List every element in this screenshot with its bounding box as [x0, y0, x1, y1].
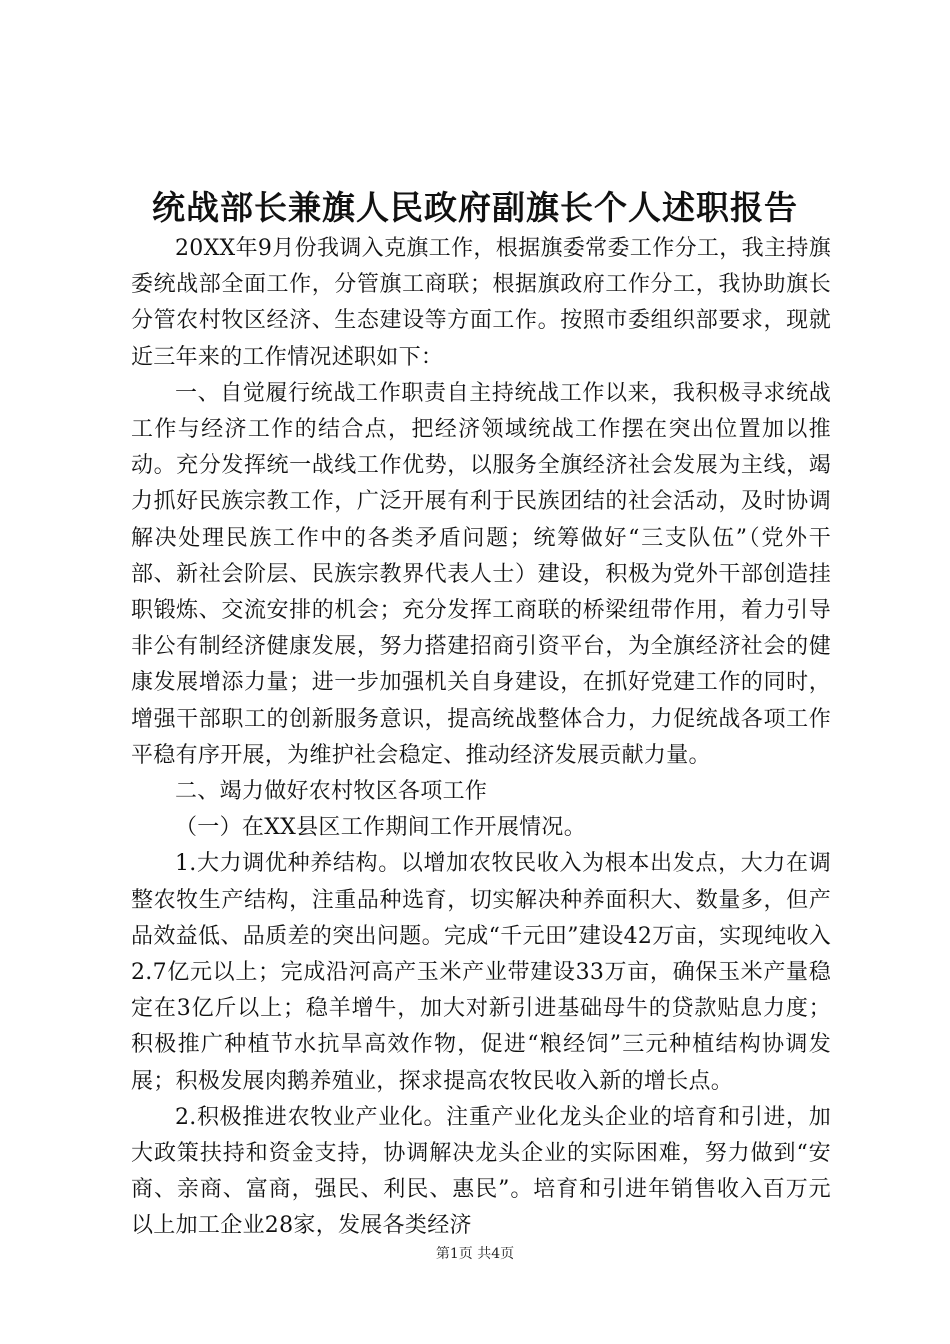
page-footer: 第1页 共4页 [435, 1246, 515, 1262]
paragraph-united-front: 一、自觉履行统战工作职责自主持统战工作以来，我积极寻求统战工作与经济工作的结合点，把经济领域统战工作摆在突出位置加以推动。充分发挥统一战线工作优势，以服务全旗经济社会发展为主线，竭力抓好民族宗教工作，广泛开展有利于民族团结的社会活动，及时协调解决处理民族工作中的各类矛盾问题；统筹做好“三支队伍”（党外干部、新社会阶层、民族宗教界代表人士）建设，积极为党外干部创造挂职锻炼、交流安排的机会；充分发挥工商联的桥梁纽带作用，着力引导非公有制经济健康发展，努力搭建招商引资平台，为全旗经济社会的健康发展增添力量；进一步加强机关自身建设，在抓好党建工作的同时，增强干部职工的创新服务意识，提高统战整体合力，力促统战各项工作平稳有序开展，为维护社会稳定、推动经济发展贡献力量。 [131, 380, 831, 768]
paragraph-intro: 20XX年9月份我调入克旗工作，根据旗委常委工作分工，我主持旗委统战部全面工作，分管旗工商联；根据旗政府工作分工，我协助旗长分管农村牧区经济、生态建设等方面工作。按照市委组织部要求，现就近三年来的工作情况述职如下： [131, 236, 831, 370]
paragraph-structure-adjustment: 1.大力调优种养结构。以增加农牧民收入为根本出发点，大力在调整农牧生产结构，注重品种选育，切实解决种养面积大、数量多，但产品效益低、品质差的突出问题。完成“千元田”建设42万亩，实现纯收入2.7亿元以上；完成沿河高产玉米产业带建设33万亩，确保玉米产量稳定在3亿斤以上；稳羊增牛，加大对新引进基础母牛的贷款贴息力度；积极推广种植节水抗旱高效作物，促进“粮经饲”三元种植结构协调发展；积极发展肉鹅养殖业，探求提高农牧民收入新的增长点。 [131, 851, 831, 1094]
document-body [131, 231, 831, 1245]
subsection-heading: （一）在XX县区工作期间工作开展情况。 [175, 815, 587, 841]
paragraph-industrialization: 2.积极推进农牧业产业化。注重产业化龙头企业的培育和引进，加大政策扶持和资金支持，协调解决龙头企业的实际困难，努力做到“安商、亲商、富商，强民、利民、惠民”。培育和引进年销售收入百万元以上加工企业28家，发展各类经济 [131, 1104, 831, 1239]
section-heading-rural-work: 二、竭力做好农村牧区各项工作 [175, 779, 488, 805]
document-title: 统战部长兼旗人民政府副旗长个人述职报告 [152, 188, 798, 227]
